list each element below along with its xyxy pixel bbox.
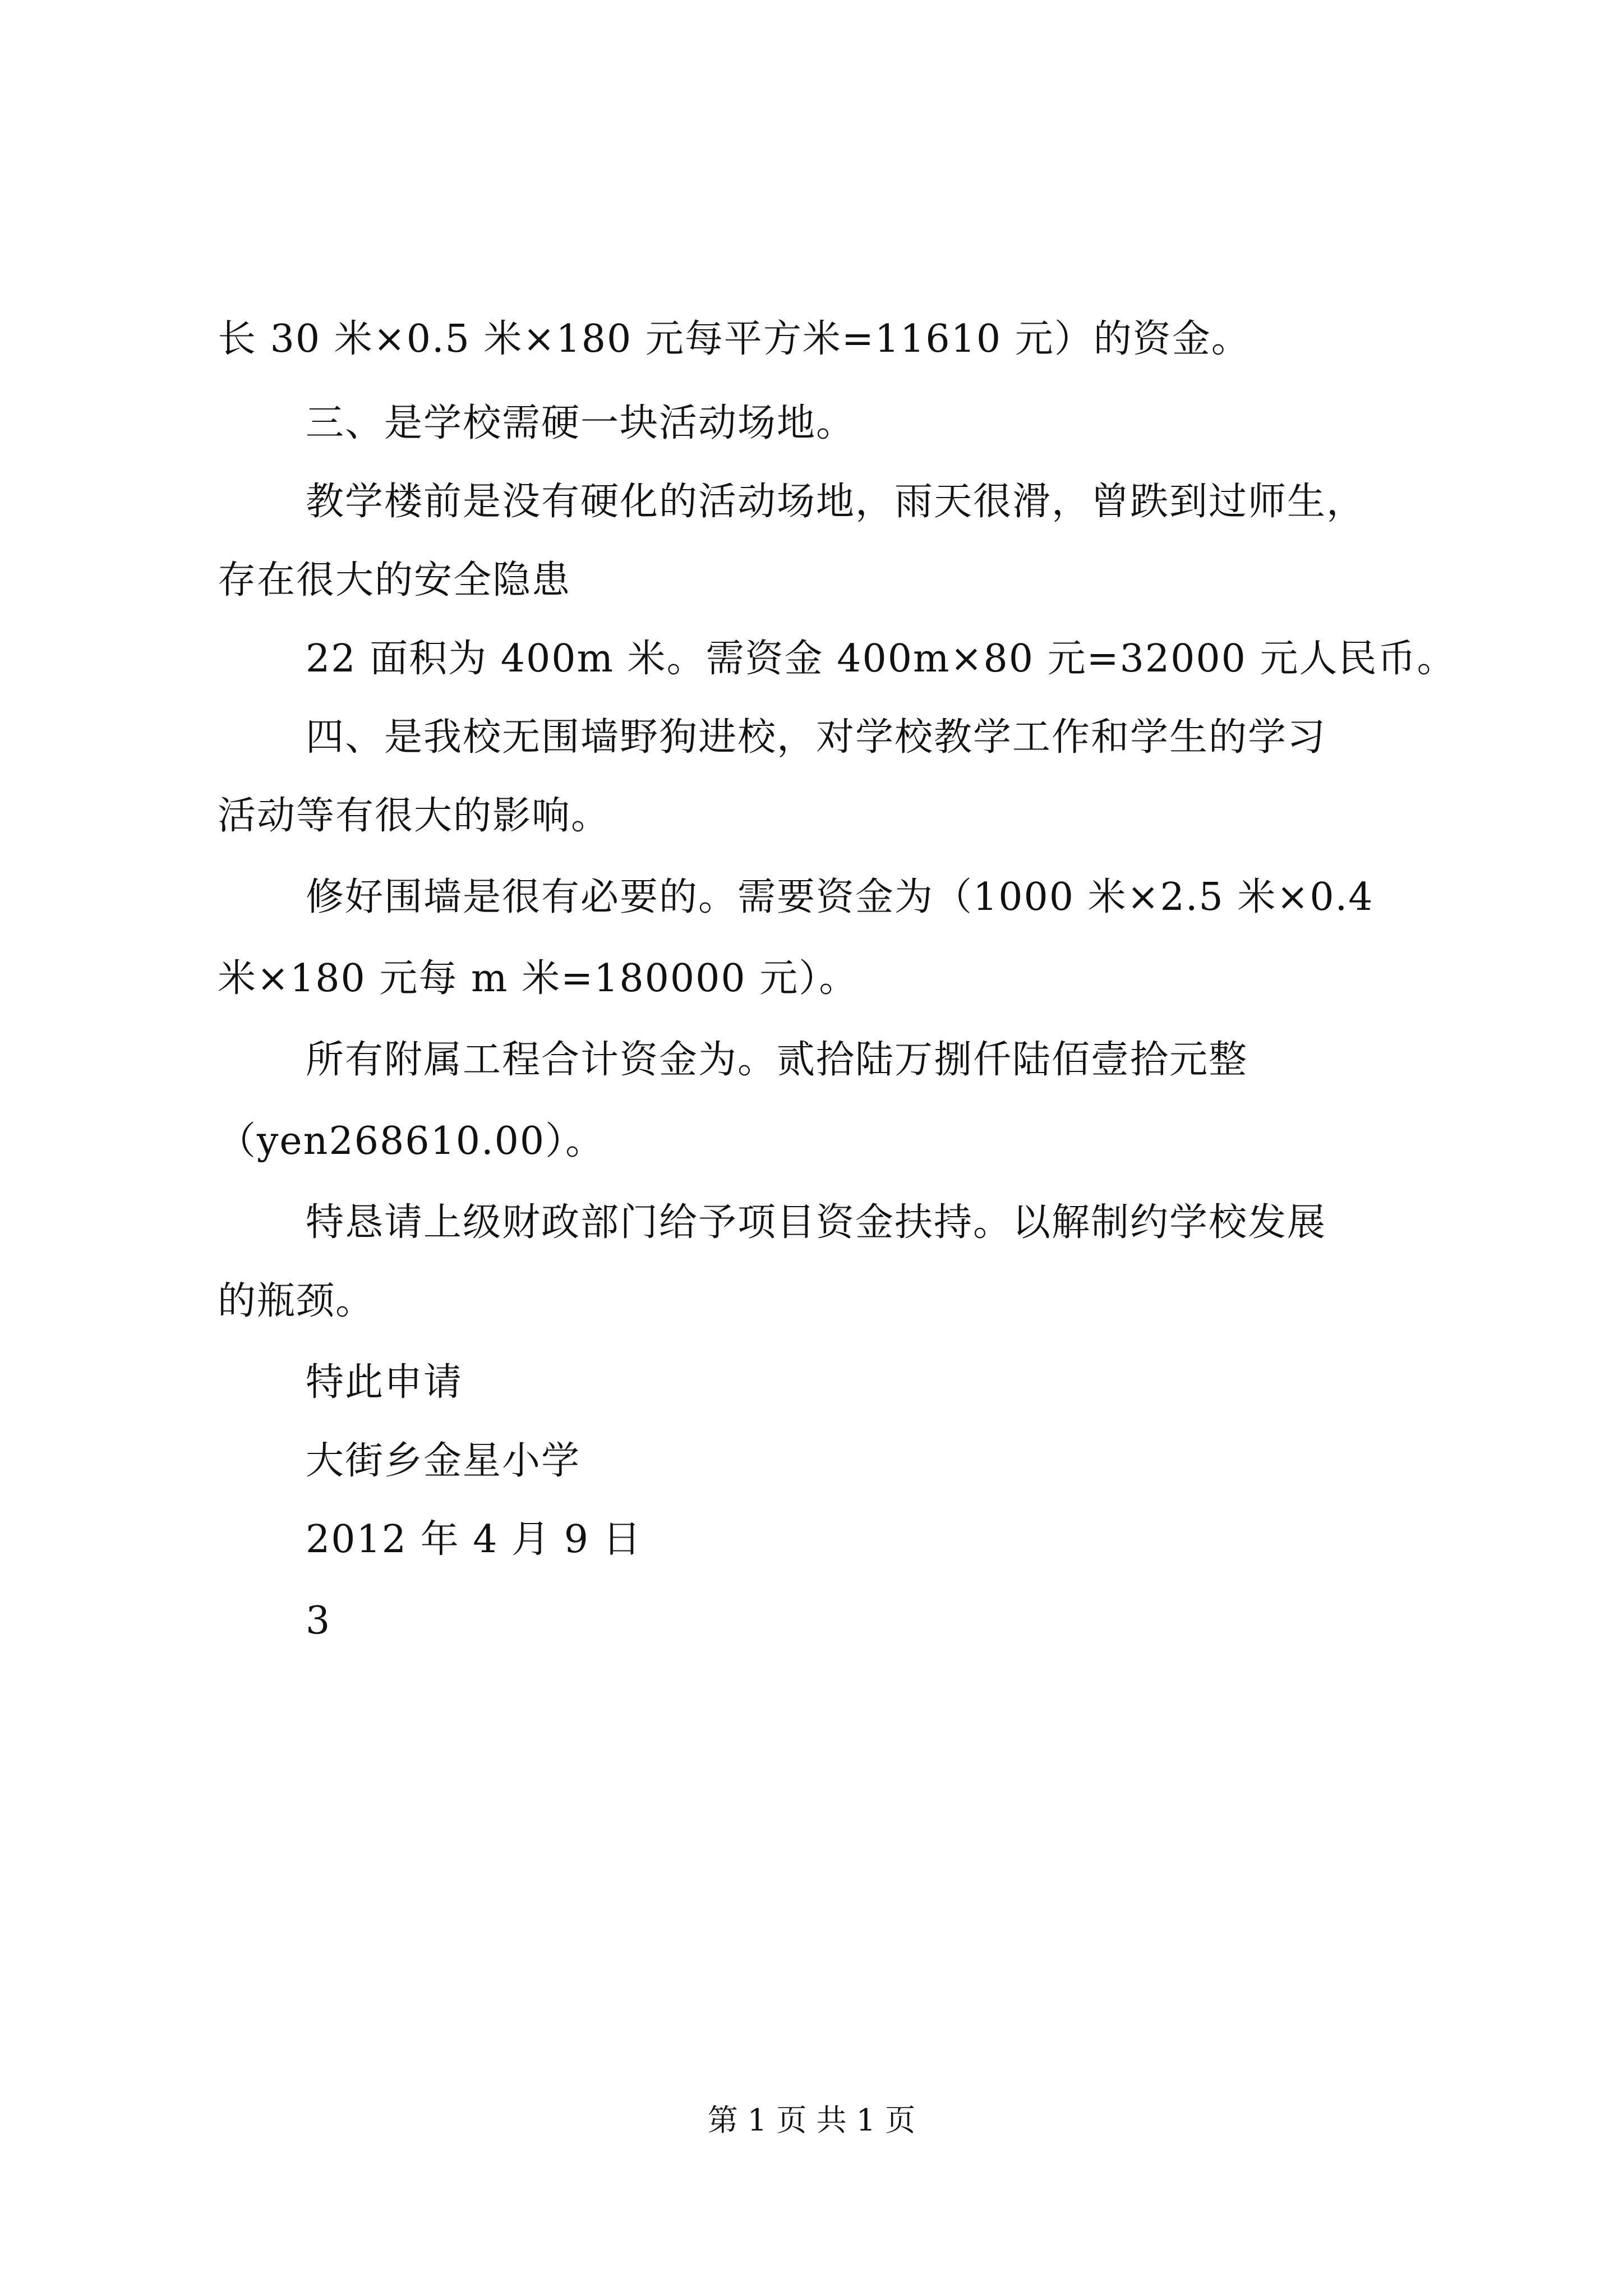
- text-line-7: 活动等有很大的影响。: [218, 794, 611, 838]
- text-line-2: 三、是学校需硬一块活动场地。: [306, 401, 856, 445]
- text-line-6: 四、是我校无围墙野狗进校，对学校教学工作和学生的学习: [306, 715, 1327, 760]
- text-line-10: 所有附属工程合计资金为。贰拾陆万捌仟陆佰壹拾元整: [306, 1038, 1248, 1082]
- text-line-17: 3: [306, 1599, 331, 1643]
- text-line-8: 修好围墙是很有必要的。需要资金为（1000 米×2.5 米×0.4: [306, 875, 1374, 919]
- text-line-14: 特此申请: [306, 1360, 463, 1405]
- text-line-4: 存在很大的安全隐患: [218, 558, 571, 602]
- text-line-13: 的瓶颈。: [218, 1279, 375, 1323]
- text-line-15: 大街乡金星小学: [306, 1439, 581, 1483]
- text-line-12: 特恳请上级财政部门给予项目资金扶持。以解制约学校发展: [306, 1200, 1327, 1245]
- text-line-3: 教学楼前是没有硬化的活动场地，雨天很滑，曾跌到过师生，: [306, 480, 1366, 524]
- text-line-9: 米×180 元每 m 米=180000 元）。: [218, 956, 859, 1001]
- text-line-1: 长 30 米×0.5 米×180 元每平方米=11610 元）的资金。: [218, 317, 1251, 361]
- text-line-5: 22 面积为 400m 米。需资金 400m×80 元=32000 元人民币。: [306, 637, 1456, 681]
- page-footer: 第 1 页 共 1 页: [707, 2102, 916, 2138]
- text-line-16: 2012 年 4 月 9 日: [306, 1517, 642, 1562]
- text-line-11: （yen268610.00）。: [218, 1119, 605, 1163]
